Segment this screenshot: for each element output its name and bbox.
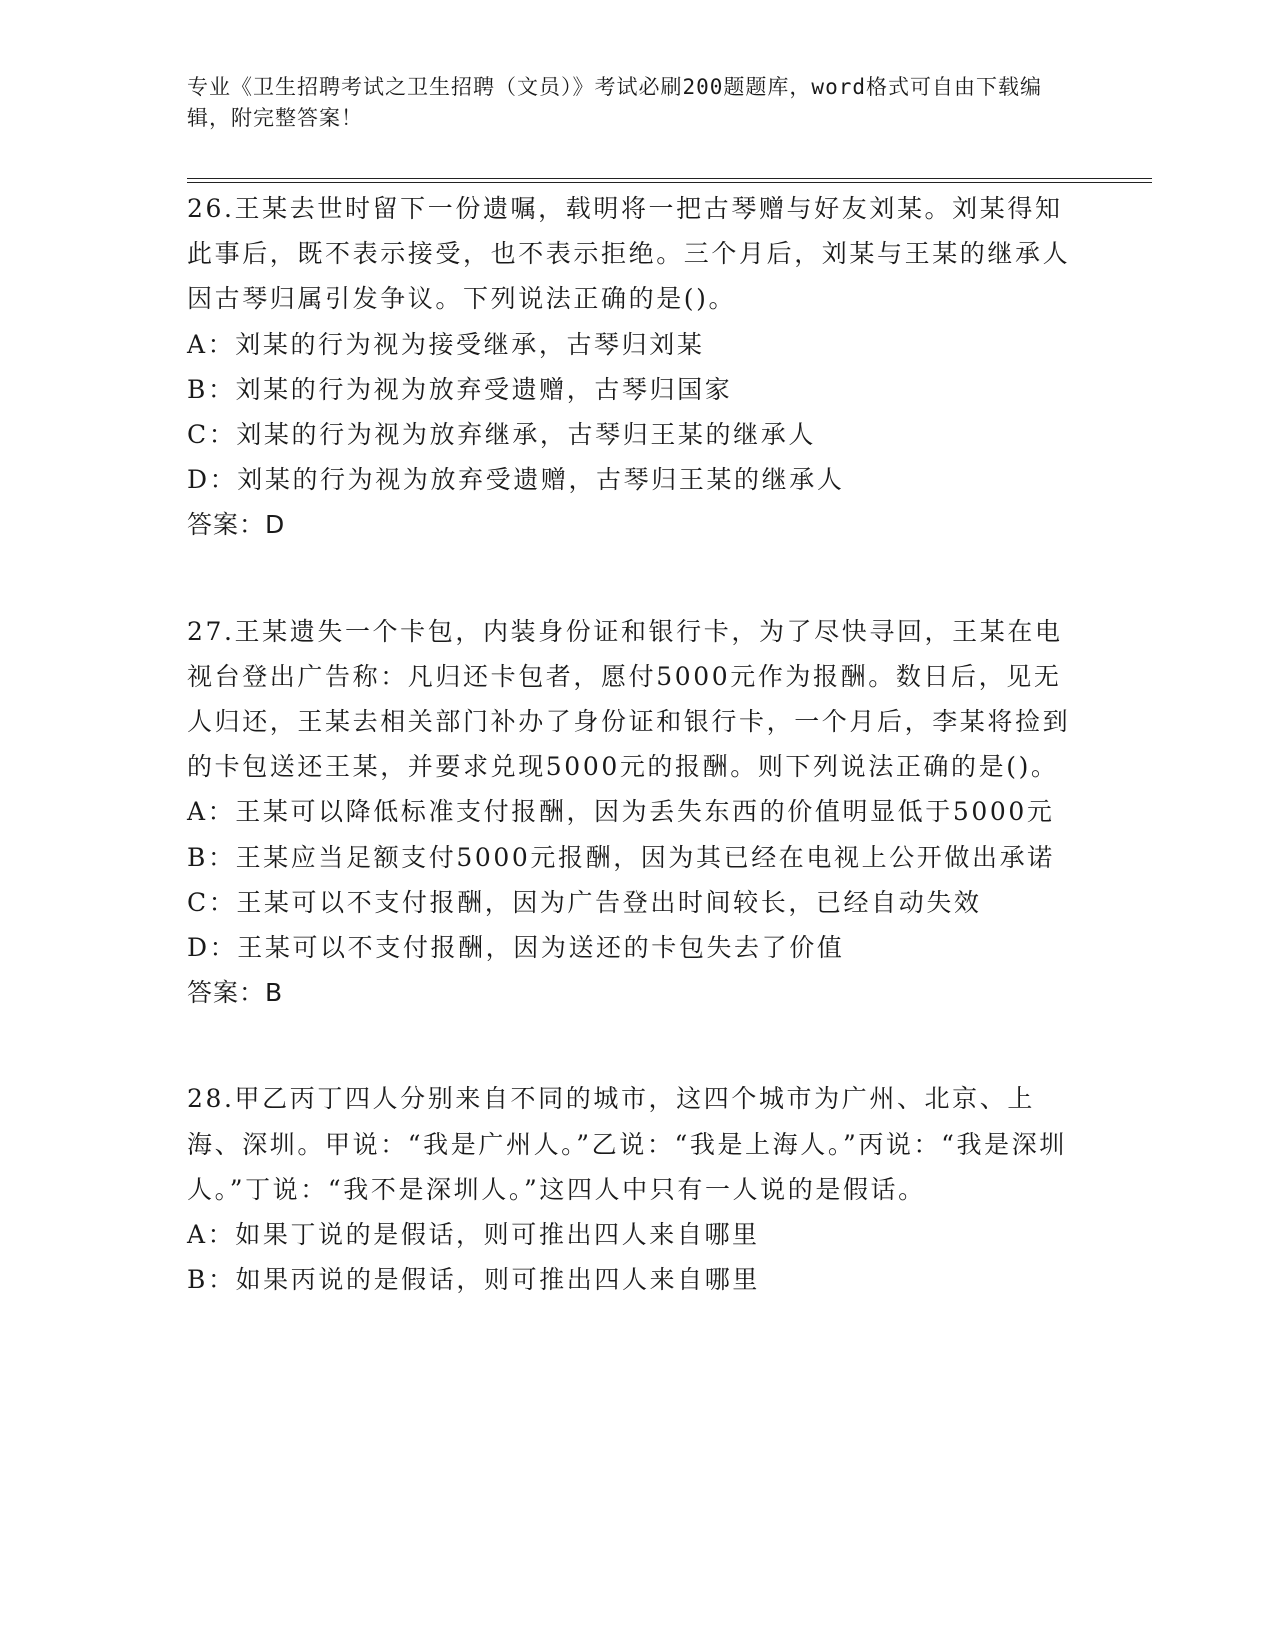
question-28: [187, 1076, 1087, 1302]
option-b: B：王某应当足额支付5000元报酬，因为其已经在电视上公开做出承诺: [187, 842, 1055, 872]
answer-label: 答案：B: [187, 978, 284, 1008]
header-divider-top: [187, 178, 1152, 179]
option-a: A：如果丁说的是假话，则可推出四人来自哪里: [187, 1220, 760, 1250]
option-a: A：王某可以降低标准支付报酬，因为丢失东西的价值明显低于5000元: [187, 797, 1055, 827]
option-d: D：刘某的行为视为放弃受遗赠，古琴归王某的继承人: [187, 465, 845, 495]
question-26: [187, 186, 1087, 548]
question-stem: 28.甲乙丙丁四人分别来自不同的城市，这四个城市为广州、北京、上海、深圳。甲说：“我是广州人。”乙说：“我是上海人。”丙说：“我是深圳人。”丁说：“我不是深圳人。”这四人中只有一人说的是假话。: [187, 1084, 1067, 1204]
option-c: C：刘某的行为视为放弃继承，古琴归王某的继承人: [187, 420, 816, 450]
question-stem: 27.王某遗失一个卡包，内装身份证和银行卡，为了尽快寻回，王某在电视台登出广告称：凡归还卡包者，愿付5000元作为报酬。数日后，见无人归还，王某去相关部门补办了身份证和银行卡，一个月后，李某将捡到的卡包送还王某，并要求兑现5000元的报酬。则下列说法正确的是()。: [187, 616, 1071, 782]
question-27: [187, 609, 1087, 1016]
question-stem: 26.王某去世时留下一份遗嘱，载明将一把古琴赠与好友刘某。刘某得知此事后，既不表示接受，也不表示拒绝。三个月后，刘某与王某的继承人因古琴归属引发争议。下列说法正确的是()。: [187, 194, 1071, 314]
option-a: A：刘某的行为视为接受继承，古琴归刘某: [187, 329, 705, 359]
question-list: [187, 186, 1087, 1363]
option-d: D：王某可以不支付报酬，因为送还的卡包失去了价值: [187, 933, 845, 963]
option-c: C：王某可以不支付报酬，因为广告登出时间较长，已经自动失效: [187, 887, 982, 917]
header-divider-bottom: [187, 182, 1152, 183]
option-b: B：如果丙说的是假话，则可推出四人来自哪里: [187, 1265, 760, 1295]
document-header: 专业《卫生招聘考试之卫生招聘（文员）》考试必刷200题题库，word格式可自由下载编辑，附完整答案！: [187, 75, 1042, 130]
answer-label: 答案：D: [187, 510, 286, 540]
option-b: B：刘某的行为视为放弃受遗赠，古琴归国家: [187, 374, 733, 404]
